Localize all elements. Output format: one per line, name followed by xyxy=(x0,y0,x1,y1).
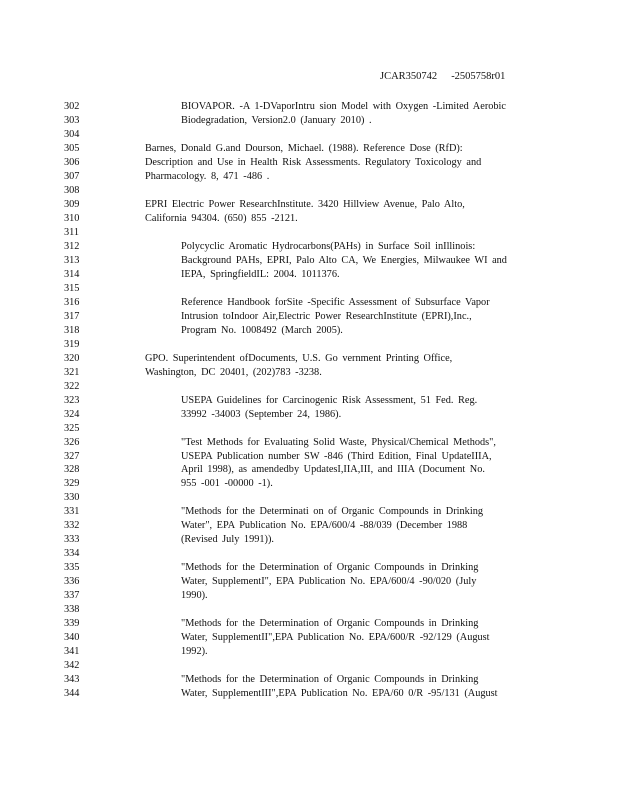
line-number: 334 xyxy=(64,548,80,560)
line-number: 302 xyxy=(64,101,80,112)
line-number: 337 xyxy=(64,590,80,602)
line-text: California 94304. (650) 855 -2121. xyxy=(145,212,298,224)
line-number: 339 xyxy=(64,618,80,630)
line-number: 325 xyxy=(64,422,80,434)
line-text: Background PAHs, EPRI, Palo Alto CA, We Energies, Milwaukee WI and xyxy=(181,254,507,266)
line-number: 327 xyxy=(64,450,80,462)
line-number: 328 xyxy=(64,464,80,476)
line-text: Polycyclic Aromatic Hydrocarbons(PAHs) in Surface Soil inIllinois: xyxy=(181,240,476,252)
line-number: 323 xyxy=(64,394,80,406)
line-text: 33992 -34003 (September 24, 1986). xyxy=(181,408,342,420)
line-text: "Methods for the Determination of Organic Compounds in Drinking xyxy=(181,562,479,574)
line-number: 340 xyxy=(64,632,80,644)
line-text: USEPA Guidelines for Carcinogenic Risk Assessment, 51 Fed. Reg. xyxy=(181,394,478,406)
line-number: 342 xyxy=(64,660,80,672)
line-number: 321 xyxy=(64,366,80,378)
line-number: 341 xyxy=(64,646,80,658)
line-number: 335 xyxy=(64,562,80,574)
line-text: GPO. Superintendent ofDocuments, U.S. Go vernment Printing Office, xyxy=(145,352,453,364)
header-doc-number: -2505758r01 xyxy=(451,71,506,82)
line-text: Water, SupplementIII",EPA Publication No. EPA/60 0/R -95/131 (August xyxy=(181,688,498,700)
line-text: Description and Use in Health Risk Assessments. Regulatory Toxicology and xyxy=(145,156,482,168)
line-number: 309 xyxy=(64,198,80,210)
page-header xyxy=(380,71,505,82)
line-text: USEPA Publication number SW -846 (Third Edition, Final UpdateIIIA, xyxy=(181,450,492,462)
line-text: "Methods for the Determinati on of Organic Compounds in Drinking xyxy=(181,506,483,518)
line-text: 955 -001 -00000 -1). xyxy=(181,478,273,490)
line-number: 338 xyxy=(64,604,80,616)
line-number: 329 xyxy=(64,478,80,490)
line-number: 303 xyxy=(64,114,80,126)
line-number: 316 xyxy=(64,296,80,308)
line-number: 320 xyxy=(64,352,80,364)
line-text: "Methods for the Determination of Organic Compounds in Drinking xyxy=(181,674,479,686)
line-number: 315 xyxy=(64,282,80,294)
line-text: Biodegradation, Version2.0 (January 2010) . xyxy=(181,114,372,126)
line-number: 336 xyxy=(64,576,80,588)
line-number: 333 xyxy=(64,534,80,546)
line-number: 318 xyxy=(64,324,80,336)
line-number: 344 xyxy=(64,688,80,700)
line-text: Intrusion toIndoor Air,Electric Power ResearchInstitute (EPRI),Inc., xyxy=(181,310,472,322)
line-number: 317 xyxy=(64,310,80,322)
line-number: 343 xyxy=(64,674,80,686)
line-number: 330 xyxy=(64,492,80,504)
line-number: 332 xyxy=(64,520,80,532)
line-number: 308 xyxy=(64,184,80,196)
line-text: Water", EPA Publication No. EPA/600/4 -88/039 (December 1988 xyxy=(181,520,468,532)
line-number: 331 xyxy=(64,506,80,518)
header-doc-id: JCAR350742 xyxy=(380,71,438,82)
line-text: 1990). xyxy=(181,590,208,602)
line-text: IEPA, SpringfieldIL: 2004. 1011376. xyxy=(181,268,340,280)
line-number: 307 xyxy=(64,170,80,182)
line-number: 304 xyxy=(64,128,80,140)
line-text: Program No. 1008492 (March 2005). xyxy=(181,324,343,336)
line-number: 326 xyxy=(64,436,80,448)
line-text: "Test Methods for Evaluating Solid Waste, Physical/Chemical Methods", xyxy=(181,436,496,448)
line-text: Reference Handbook forSite -Specific Assessment of Subsurface Vapor xyxy=(181,296,490,308)
line-text: "Methods for the Determination of Organic Compounds in Drinking xyxy=(181,618,479,630)
line-text: Pharmacology. 8, 471 -486 . xyxy=(145,170,270,182)
line-number: 322 xyxy=(64,380,80,392)
line-number: 306 xyxy=(64,156,80,168)
line-text: 1992). xyxy=(181,646,208,658)
line-text: BIOVAPOR. -A 1-DVaporIntru sion Model with Oxygen -Limited Aerobic xyxy=(181,101,506,112)
line-text: Washington, DC 20401, (202)783 -3238. xyxy=(145,366,322,378)
line-number: 324 xyxy=(64,408,80,420)
line-text: Water, SupplementII",EPA Publication No. EPA/600/R -92/129 (August xyxy=(181,632,490,644)
line-number: 314 xyxy=(64,268,80,280)
line-text: (Revised July 1991)). xyxy=(181,534,274,546)
line-number: 311 xyxy=(64,226,80,238)
line-number: 305 xyxy=(64,142,80,154)
line-number: 313 xyxy=(64,254,80,266)
line-number: 319 xyxy=(64,338,80,350)
line-text: April 1998), as amendedby UpdatesI,IIA,III, and IIIA (Document No. xyxy=(181,464,485,476)
line-text: EPRI Electric Power ResearchInstitute. 3420 Hillview Avenue, Palo Alto, xyxy=(145,198,465,210)
line-number: 310 xyxy=(64,212,80,224)
line-number: 312 xyxy=(64,240,80,252)
line-text: Barnes, Donald G.and Dourson, Michael. (1988). Reference Dose (RfD): xyxy=(145,142,463,154)
line-text: Water, SupplementI", EPA Publication No. EPA/600/4 -90/020 (July xyxy=(181,576,477,588)
